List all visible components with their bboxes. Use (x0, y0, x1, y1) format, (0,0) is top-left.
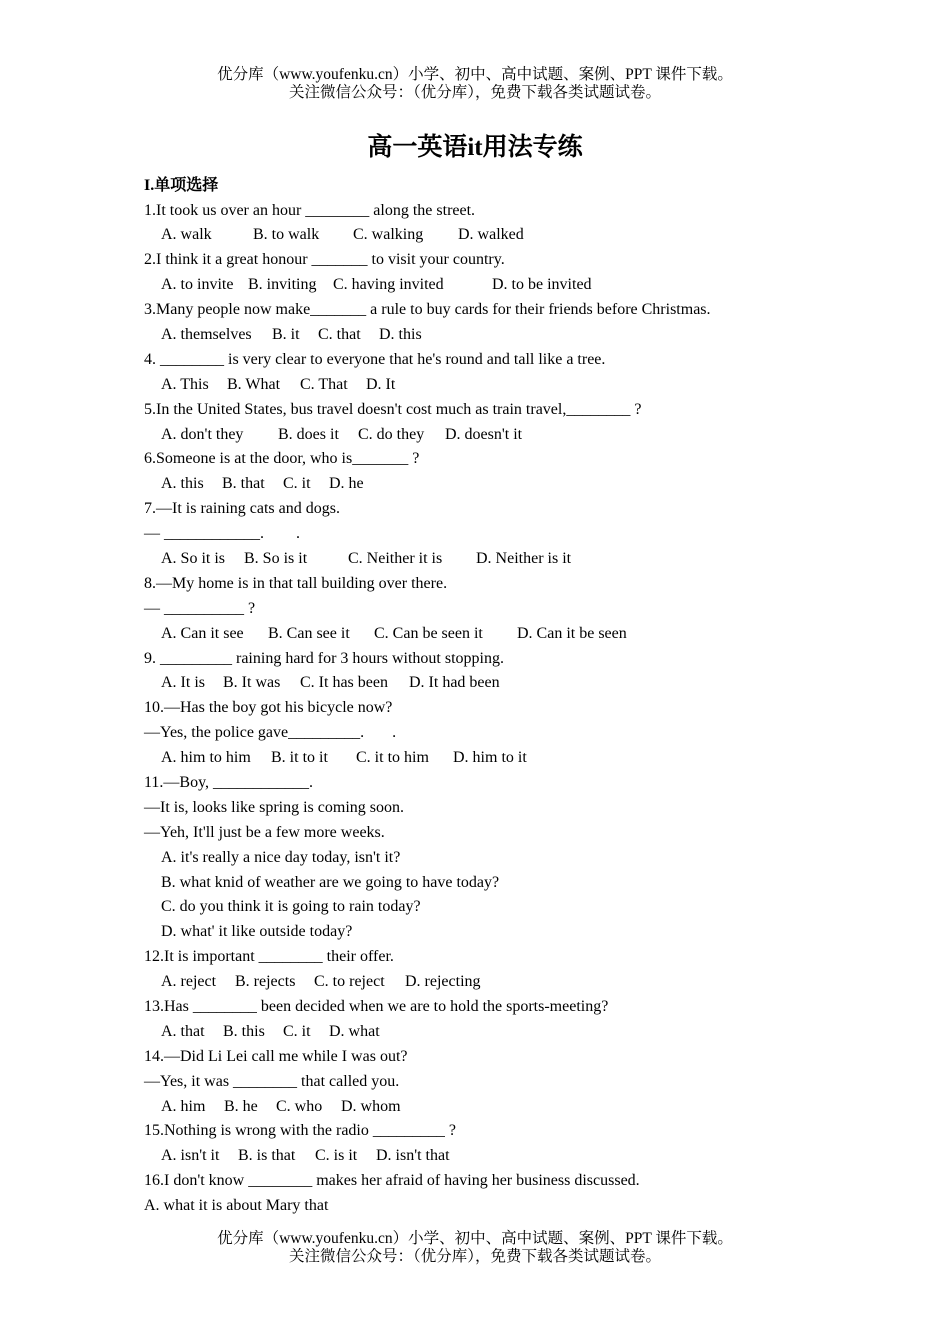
question-10 (144, 696, 844, 771)
question-9 (144, 647, 844, 697)
option-b: B. he (224, 1097, 258, 1115)
option-a: A. him (161, 1097, 206, 1115)
option-b: B. does it (278, 425, 339, 443)
option-a: A. reject (161, 973, 217, 991)
option-a: A. him to him (161, 749, 251, 767)
option-c: C. That (300, 375, 348, 393)
option-d: D. to be invited (492, 276, 592, 294)
option-a: A. to invite (161, 276, 234, 294)
options-row (144, 1095, 844, 1120)
question-16 (144, 1169, 844, 1219)
question-list (144, 199, 844, 1220)
question-12 (144, 945, 844, 995)
question-stem: 7.—It is raining cats and dogs. (144, 500, 340, 518)
question-stem: 5.In the United States, bus travel doesn't cost much as train travel,________ ? (144, 400, 642, 418)
option-a: A. Can it see (161, 624, 244, 642)
options-row (144, 970, 844, 995)
dialogue-reply: —Yes, it was ________ that called you. (144, 1072, 400, 1090)
option-c: C. having invited (333, 276, 444, 294)
option-b: B. it (272, 325, 300, 343)
option-d: D. what (329, 1022, 380, 1040)
option-b: B. that (222, 475, 265, 493)
option-a: A. isn't it (161, 1147, 220, 1165)
option-c: C. it to him (356, 749, 429, 767)
option-d: D. him to it (453, 749, 527, 767)
option-d: D. Can it be seen (517, 624, 627, 642)
option-d: D. what' it like outside today? (161, 923, 353, 941)
option-a: A. it's really a nice day today, isn't it? (161, 848, 401, 866)
question-8 (144, 572, 844, 647)
option-d: D. isn't that (376, 1147, 450, 1165)
option-b: B. to walk (253, 226, 320, 244)
page-header (0, 66, 950, 102)
option-d: D. rejecting (405, 973, 481, 991)
option-c: C. Neither it is (348, 549, 443, 567)
option-c: C. is it (315, 1147, 358, 1165)
question-stem: 6.Someone is at the door, who is_______ ? (144, 450, 420, 468)
option-b: B. inviting (248, 276, 317, 294)
option-b: B. is that (238, 1147, 296, 1165)
option-b: B. It was (223, 674, 281, 692)
option-a: A. that (161, 1022, 205, 1040)
option-a: A. themselves (161, 325, 252, 343)
question-stem: 9. _________ raining hard for 3 hours without stopping. (144, 649, 504, 667)
question-2 (144, 248, 844, 298)
option-c: C. who (276, 1097, 323, 1115)
dialogue-reply: —Yes, the police gave_________. . (144, 724, 397, 742)
question-stem: 15.Nothing is wrong with the radio _________ ? (144, 1122, 456, 1140)
question-stem: 3.Many people now make_______ a rule to buy cards for their friends before Christmas. (144, 301, 711, 319)
option-a: A. It is (161, 674, 205, 692)
option-b: B. rejects (235, 973, 296, 991)
question-stem: 8.—My home is in that tall building over there. (144, 574, 448, 592)
question-11 (144, 771, 844, 945)
question-stem: 16.I don't know ________ makes her afraid of having her business discussed. (144, 1172, 640, 1190)
footer-line-1: 优分库（www.youfenku.cn）小学、初中、高中试题、案例、PPT 课件下载。 (217, 1230, 733, 1247)
options-row (144, 622, 844, 647)
header-line-1: 优分库（www.youfenku.cn）小学、初中、高中试题、案例、PPT 课件下载。 (217, 66, 733, 83)
option-b: B. it to it (271, 749, 328, 767)
options-row (144, 423, 844, 448)
question-6 (144, 447, 844, 497)
option-b: B. Can see it (268, 624, 350, 642)
option-a: A. don't they (161, 425, 244, 443)
options-row (144, 373, 844, 398)
option-c: C. It has been (300, 674, 388, 692)
question-stem: 4. ________ is very clear to everyone that he's round and tall like a tree. (144, 350, 606, 368)
option-d: D. this (379, 325, 422, 343)
option-d: D. It (366, 375, 396, 393)
options-row (144, 323, 844, 348)
options-row (144, 547, 844, 572)
options-row (144, 472, 844, 497)
options-row (144, 273, 844, 298)
option-d: D. It had been (409, 674, 500, 692)
question-4 (144, 348, 844, 398)
option-b: B. what knid of weather are we going to have today? (161, 873, 500, 891)
option-c: C. Can be seen it (374, 624, 483, 642)
options-row (144, 223, 844, 248)
question-14 (144, 1045, 844, 1120)
question-15 (144, 1119, 844, 1169)
options-row (144, 671, 844, 696)
option-c: C. to reject (314, 973, 385, 991)
question-stem: 13.Has ________ been decided when we are to hold the sports-meeting? (144, 998, 609, 1015)
dialogue-reply: — __________ ? (144, 599, 256, 617)
option-d: D. doesn't it (445, 425, 523, 443)
option-c: C. walking (353, 226, 424, 244)
section-heading: I.单项选择 (144, 177, 219, 194)
dialogue-reply: — ____________. . (144, 525, 300, 543)
question-13 (144, 995, 844, 1045)
option-a: A. walk (161, 226, 212, 244)
option-d: D. Neither is it (476, 549, 572, 567)
option-c: C. do they (358, 425, 425, 443)
page-footer (0, 1230, 950, 1265)
option-d: D. whom (341, 1097, 401, 1115)
option-c: C. it (283, 475, 311, 493)
header-line-2: 关注微信公众号：（优分库），免费下载各类试题试卷。 (288, 84, 661, 101)
option-a: A. this (161, 475, 204, 493)
question-5 (144, 398, 844, 448)
option-a: A. So it is (161, 549, 226, 567)
question-3 (144, 298, 844, 348)
dialogue-reply: —It is, looks like spring is coming soon. (144, 798, 404, 816)
option-a: A. what it is about Mary that (144, 1197, 329, 1215)
question-stem: 10.—Has the boy got his bicycle now? (144, 699, 393, 717)
option-c: C. it (283, 1022, 311, 1040)
question-stem: 14.—Did Li Lei call me while I was out? (144, 1047, 408, 1065)
option-c: C. that (318, 325, 361, 343)
question-stem: 12.It is important ________ their offer. (144, 948, 394, 966)
options-row (144, 1144, 844, 1169)
option-b: B. this (223, 1022, 265, 1040)
question-stem: 11.—Boy, ____________. (144, 773, 314, 791)
options-row (144, 1020, 844, 1045)
option-b: B. So is it (244, 549, 308, 567)
option-a: A. This (161, 375, 209, 393)
question-stem: 1.It took us over an hour ________ along the street. (144, 201, 476, 219)
option-d: D. walked (458, 226, 524, 244)
footer-line-2: 关注微信公众号：（优分库），免费下载各类试题试卷。 (288, 1247, 661, 1265)
question-1 (144, 199, 844, 249)
question-stem: 2.I think it a great honour _______ to visit your country. (144, 251, 505, 269)
option-b: B. What (227, 375, 281, 393)
options-row (144, 746, 844, 771)
page-title: 高一英语it用法专练 (367, 134, 583, 161)
option-d: D. he (329, 475, 364, 493)
question-7 (144, 497, 844, 572)
dialogue-reply: —Yeh, It'll just be a few more weeks. (144, 823, 385, 841)
option-c: C. do you think it is going to rain today? (161, 898, 421, 916)
